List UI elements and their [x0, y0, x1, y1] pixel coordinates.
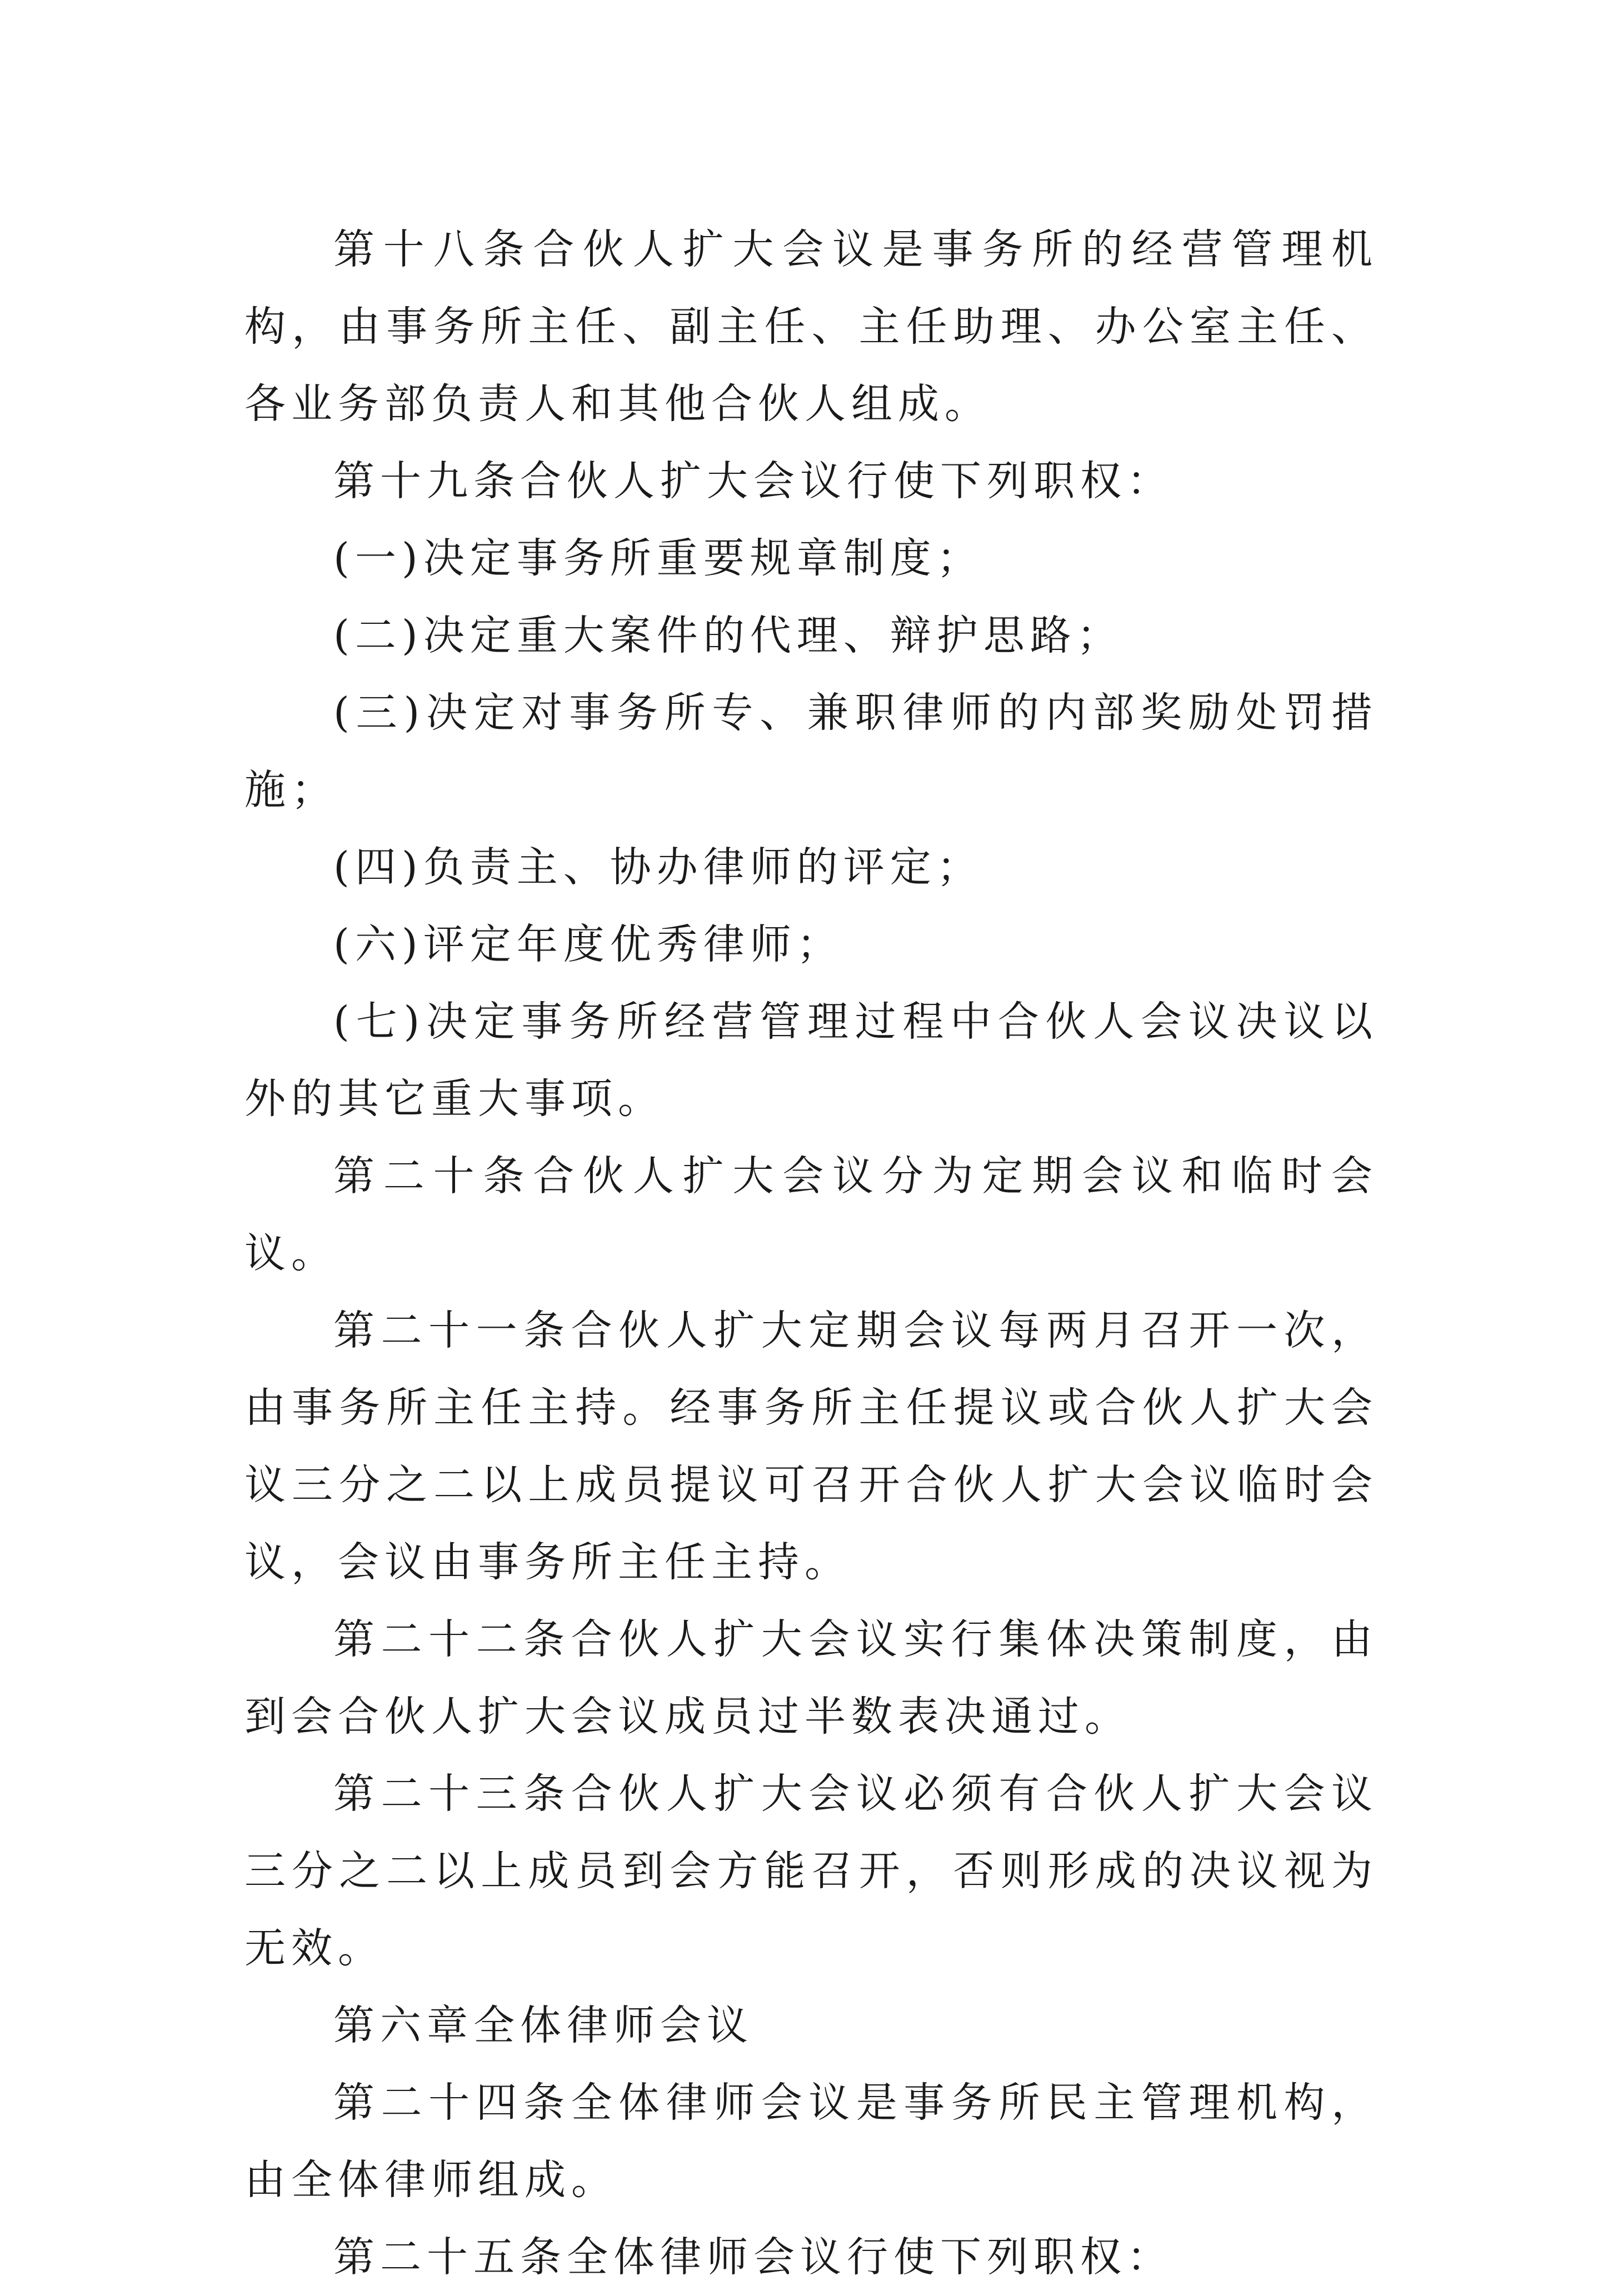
article-19-item-1: (一)决定事务所重要规章制度； [333, 534, 983, 582]
article-19-item-2: (二)决定重大案件的代理、辩护思路； [333, 612, 1123, 659]
article-22: 第二十二条合伙人扩大会议实行集体决策制度，由到会合伙人扩大会议成员过半数表决通过。 [244, 1615, 1378, 1740]
article-24: 第二十四条全体律师会议是事务所民主管理机构，由全体律师组成。 [244, 2079, 1378, 2204]
article-20: 第二十条合伙人扩大会议分为定期会议和临时会议。 [244, 1152, 1378, 1277]
article-19-item-4: (四)负责主、协办律师的评定； [333, 843, 983, 891]
article-25: 第二十五条全体律师会议行使下列职权： [333, 2233, 1173, 2281]
article-21: 第二十一条合伙人扩大定期会议每两月召开一次，由事务所主任主持。经事务所主任提议或合伙人扩大会议三分之二以上成员提议可召开合伙人扩大会议临时会议，会议由事务所主任主持。 [244, 1307, 1378, 1586]
article-19-item-7: (七)决定事务所经营管理过程中合伙人会议决议以外的其它重大事项。 [244, 998, 1378, 1123]
article-23: 第二十三条合伙人扩大会议必须有合伙人扩大会议三分之二以上成员到会方能召开，否则形成的决议视为无效。 [244, 1770, 1378, 1972]
document-body [244, 211, 1378, 2296]
article-19-item-3: (三)决定对事务所专、兼职律师的内部奖励处罚措施； [244, 689, 1378, 814]
article-19-item-6: (六)评定年度优秀律师； [333, 921, 843, 968]
chapter-6-heading: 第六章全体律师会议 [333, 2002, 753, 2049]
article-19: 第十九条合伙人扩大会议行使下列职权： [333, 457, 1173, 505]
article-18: 第十八条合伙人扩大会议是事务所的经营管理机构，由事务所主任、副主任、主任助理、办公室主任、各业务部负责人和其他合伙人组成。 [244, 226, 1378, 428]
